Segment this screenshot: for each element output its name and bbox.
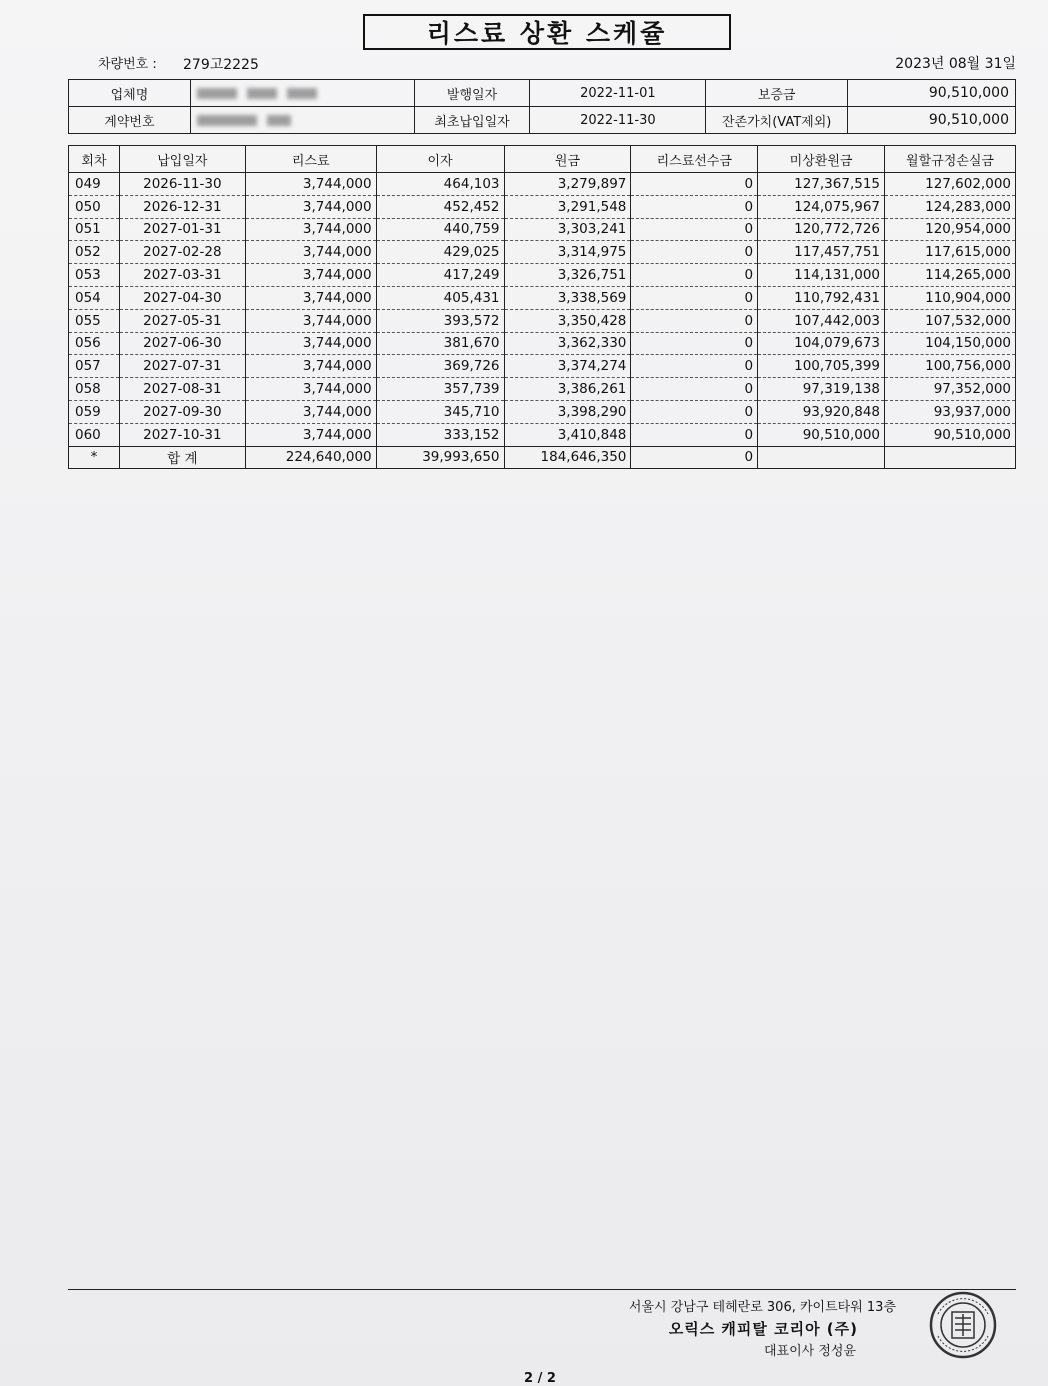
table-row (69, 332, 1016, 355)
first-payment-value: 2022-11-30 (530, 107, 706, 134)
table-cell: 124,075,967 (758, 195, 885, 218)
table-cell: 3,350,428 (504, 309, 631, 332)
table-cell: 054 (69, 286, 120, 309)
column-header: 월할규정손실금 (885, 146, 1016, 173)
company-label: 업체명 (69, 80, 191, 107)
table-row (69, 241, 1016, 264)
document-title: 리스료 상환 스케쥴 (363, 14, 731, 50)
table-cell: 224,640,000 (245, 446, 376, 469)
ceo-name: 대표이사 정성윤 (763, 1344, 856, 1359)
footer-divider (68, 1289, 1016, 1290)
table-cell: * (69, 446, 120, 469)
table-cell: 100,756,000 (885, 355, 1016, 378)
table-cell: 120,954,000 (885, 218, 1016, 241)
company-name: 오릭스 캐피탈 코리아 (주) (668, 1320, 858, 1338)
table-cell: 0 (631, 195, 758, 218)
table-cell: 104,150,000 (885, 332, 1016, 355)
deposit-value: 90,510,000 (848, 80, 1016, 107)
deposit-label: 보증금 (706, 80, 848, 107)
page-number: 2 / 2 (524, 1371, 556, 1386)
table-cell: 055 (69, 309, 120, 332)
table-cell: 057 (69, 355, 120, 378)
table-cell: 060 (69, 423, 120, 446)
table-cell: 127,602,000 (885, 173, 1016, 196)
table-cell: 3,279,897 (504, 173, 631, 196)
table-cell: 357,739 (376, 378, 504, 401)
document-date: 2023년 08월 31일 (895, 56, 1016, 72)
table-row (69, 355, 1016, 378)
company-address: 서울시 강남구 테헤란로 306, 카이트타워 13층 (628, 1300, 896, 1315)
table-cell: 381,670 (376, 332, 504, 355)
table-cell: 3,291,548 (504, 195, 631, 218)
table-cell: 058 (69, 378, 120, 401)
table-cell: 2026-11-30 (119, 173, 245, 196)
table-cell: 0 (631, 378, 758, 401)
table-cell: 2026-12-31 (119, 195, 245, 218)
table-cell: 3,314,975 (504, 241, 631, 264)
first-payment-label: 최초납입일자 (414, 107, 530, 134)
table-cell: 3,744,000 (245, 378, 376, 401)
table-cell: 049 (69, 173, 120, 196)
table-cell: 056 (69, 332, 120, 355)
table-row (69, 378, 1016, 401)
table-cell: 3,362,330 (504, 332, 631, 355)
table-cell: 3,398,290 (504, 400, 631, 423)
table-cell: 3,744,000 (245, 173, 376, 196)
table-cell: 104,079,673 (758, 332, 885, 355)
car-number-value: 279고2225 (183, 57, 259, 73)
table-cell (758, 446, 885, 469)
table-cell: 110,792,431 (758, 286, 885, 309)
table-cell: 2027-04-30 (119, 286, 245, 309)
table-cell: 93,920,848 (758, 400, 885, 423)
table-cell: 417,249 (376, 264, 504, 287)
table-row (69, 286, 1016, 309)
table-cell: 3,338,569 (504, 286, 631, 309)
table-row (69, 309, 1016, 332)
table-cell: 100,705,399 (758, 355, 885, 378)
table-cell: 0 (631, 241, 758, 264)
table-cell: 369,726 (376, 355, 504, 378)
table-cell: 3,744,000 (245, 218, 376, 241)
table-cell: 110,904,000 (885, 286, 1016, 309)
table-cell: 3,303,241 (504, 218, 631, 241)
table-cell: 117,457,751 (758, 241, 885, 264)
table-cell: 107,532,000 (885, 309, 1016, 332)
table-cell: 2027-10-31 (119, 423, 245, 446)
table-row (69, 400, 1016, 423)
table-cell: 3,744,000 (245, 241, 376, 264)
residual-value-label: 잔존가치(VAT제외) (706, 107, 848, 134)
table-cell: 3,326,751 (504, 264, 631, 287)
table-cell: 90,510,000 (758, 423, 885, 446)
column-header: 리스료선수금 (631, 146, 758, 173)
table-cell: 440,759 (376, 218, 504, 241)
column-header: 이자 (376, 146, 504, 173)
table-cell: 2027-02-28 (119, 241, 245, 264)
table-cell: 3,744,000 (245, 400, 376, 423)
residual-value: 90,510,000 (848, 107, 1016, 134)
table-cell: 0 (631, 286, 758, 309)
table-cell: 3,374,274 (504, 355, 631, 378)
table-cell: 3,744,000 (245, 332, 376, 355)
repayment-schedule-table (68, 145, 1016, 469)
table-cell: 120,772,726 (758, 218, 885, 241)
table-cell: 0 (631, 264, 758, 287)
column-header: 미상환원금 (758, 146, 885, 173)
table-cell: 114,265,000 (885, 264, 1016, 287)
table-cell: 90,510,000 (885, 423, 1016, 446)
table-cell: 97,319,138 (758, 378, 885, 401)
table-cell: 114,131,000 (758, 264, 885, 287)
table-row (69, 423, 1016, 446)
table-cell: 345,710 (376, 400, 504, 423)
table-cell (885, 446, 1016, 469)
table-cell: 050 (69, 195, 120, 218)
table-row (69, 264, 1016, 287)
table-cell: 3,744,000 (245, 195, 376, 218)
table-cell: 0 (631, 355, 758, 378)
table-cell: 117,615,000 (885, 241, 1016, 264)
table-cell: 124,283,000 (885, 195, 1016, 218)
contract-number-redacted (190, 107, 414, 134)
table-cell: 452,452 (376, 195, 504, 218)
table-cell: 0 (631, 423, 758, 446)
column-header: 납입일자 (119, 146, 245, 173)
table-cell: 2027-01-31 (119, 218, 245, 241)
table-cell: 2027-09-30 (119, 400, 245, 423)
column-header: 원금 (504, 146, 631, 173)
table-cell: 3,744,000 (245, 264, 376, 287)
table-cell: 107,442,003 (758, 309, 885, 332)
table-cell: 333,152 (376, 423, 504, 446)
table-row (69, 218, 1016, 241)
table-cell: 0 (631, 173, 758, 196)
table-cell: 0 (631, 400, 758, 423)
table-cell: 393,572 (376, 309, 504, 332)
table-cell: 0 (631, 218, 758, 241)
table-cell: 051 (69, 218, 120, 241)
table-cell: 3,410,848 (504, 423, 631, 446)
table-cell: 0 (631, 332, 758, 355)
table-cell: 39,993,650 (376, 446, 504, 469)
column-header: 회차 (69, 146, 120, 173)
table-cell: 052 (69, 241, 120, 264)
issue-date-label: 발행일자 (414, 80, 530, 107)
table-cell: 3,744,000 (245, 286, 376, 309)
table-cell: 184,646,350 (504, 446, 631, 469)
table-cell: 93,937,000 (885, 400, 1016, 423)
contract-number-label: 계약번호 (69, 107, 191, 134)
table-cell: 3,386,261 (504, 378, 631, 401)
table-cell: 0 (631, 309, 758, 332)
table-cell: 405,431 (376, 286, 504, 309)
table-cell: 053 (69, 264, 120, 287)
table-cell: 0 (631, 446, 758, 469)
table-cell: 3,744,000 (245, 423, 376, 446)
table-cell: 97,352,000 (885, 378, 1016, 401)
table-cell: 합 계 (119, 446, 245, 469)
company-seal-stamp (928, 1290, 998, 1360)
table-cell: 127,367,515 (758, 173, 885, 196)
table-cell: 2027-08-31 (119, 378, 245, 401)
column-header: 리스료 (245, 146, 376, 173)
car-number-label: 차량번호 : (98, 57, 157, 72)
table-cell: 3,744,000 (245, 355, 376, 378)
company-value-redacted (190, 80, 414, 107)
table-row (69, 195, 1016, 218)
table-cell: 429,025 (376, 241, 504, 264)
table-cell: 3,744,000 (245, 309, 376, 332)
schedule-header-row (69, 146, 1016, 173)
issue-date-value: 2022-11-01 (530, 80, 706, 107)
contract-info-table (68, 79, 1016, 134)
table-cell: 059 (69, 400, 120, 423)
total-row (69, 446, 1016, 469)
table-cell: 2027-05-31 (119, 309, 245, 332)
table-cell: 2027-03-31 (119, 264, 245, 287)
table-cell: 2027-07-31 (119, 355, 245, 378)
table-cell: 464,103 (376, 173, 504, 196)
table-row (69, 173, 1016, 196)
table-cell: 2027-06-30 (119, 332, 245, 355)
